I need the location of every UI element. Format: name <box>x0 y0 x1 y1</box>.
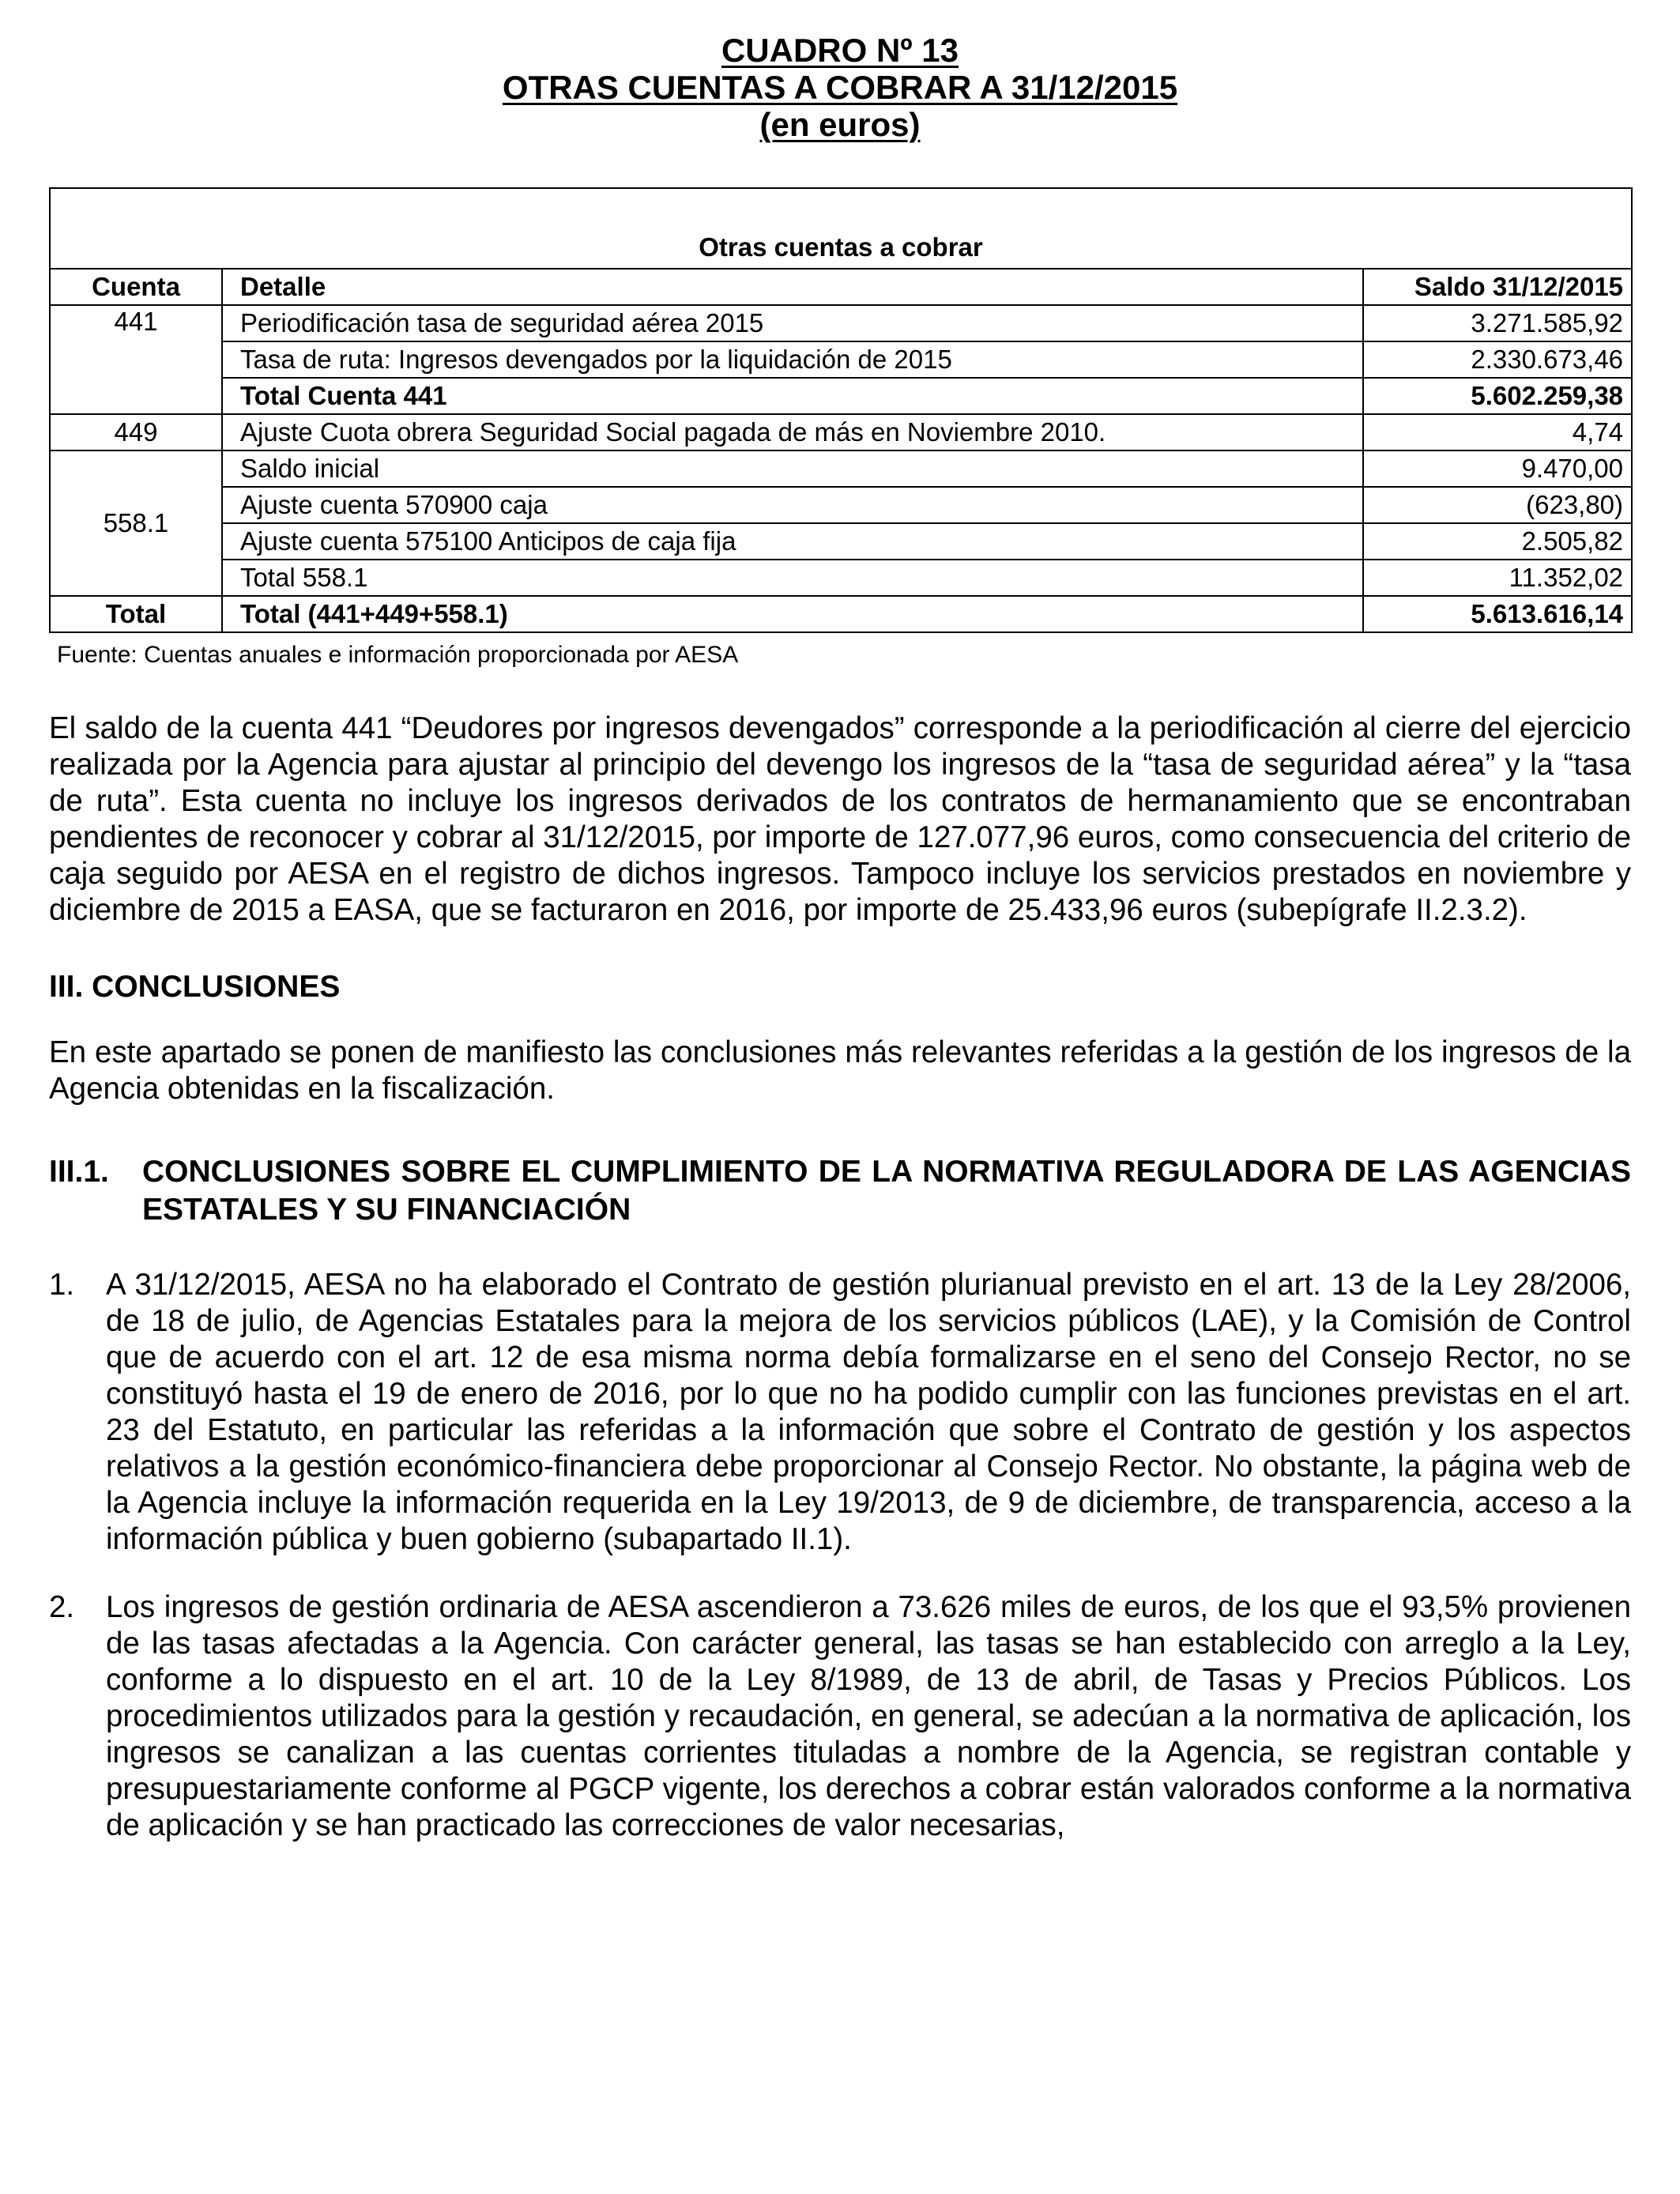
cell-detalle: Tasa de ruta: Ingresos devengados por la liquidación de 2015 <box>222 341 1363 378</box>
cell-saldo: 5.613.616,14 <box>1363 596 1632 632</box>
table-row <box>50 487 1632 523</box>
table-units: (en euros) <box>759 106 921 143</box>
cell-detalle: Total (441+449+558.1) <box>222 596 1363 632</box>
table-row <box>50 523 1632 560</box>
cell-saldo: (623,80) <box>1363 487 1632 523</box>
table-caption: Otras cuentas a cobrar <box>50 188 1632 269</box>
accounts-table <box>49 187 1633 633</box>
table-number: CUADRO Nº 13 <box>721 32 959 69</box>
body-paragraph: El saldo de la cuenta 441 “Deudores por ingresos devengados” corresponde a la periodificación al cierre del ejercicio realizada por la Agencia para ajustar al principio del devengo los ingresos de la “tasa de seguridad aérea” y la “tasa de ruta”. Esta cuenta no incluye los ingresos derivados de los contratos de hermanamiento que se encontraban pendientes de reconocer y cobrar al 31/12/2015, por importe de 127.077,96 euros, como consecuencia del criterio de caja seguido por AESA en el registro de dichos ingresos. Tampoco incluye los servicios prestados en noviembre y diciembre de 2015 a EASA, que se facturaron en 2016, por importe de 25.433,96 euros (subepígrafe II.2.3.2). <box>49 711 1631 927</box>
cell-cuenta-441: 441 <box>50 305 222 414</box>
list-item-text: Los ingresos de gestión ordinaria de AESA ascendieron a 73.626 miles de euros, de los que el 93,5% provienen de las tasas afectadas a la Agencia. Con carácter general, las tasas se han establecido con arreglo a la Ley, conforme a lo dispuesto en el art. 10 de la Ley 8/1989, de 13 de abril, de Tasas y Precios Públicos. Los procedimientos utilizados para la gestión y recaudación, en general, se adecúan a la normativa de aplicación, los ingresos se canalizan a las cuentas corrientes tituladas a nombre de la Agencia, se registran contable y presupuestariamente conforme al PGCP vigente, los derechos a cobrar están valorados conforme a la normativa de aplicación y se han practicado las correcciones de valor necesarias, <box>106 1590 1631 1842</box>
list-item-number: 1. <box>49 1268 75 1302</box>
cell-saldo: 3.271.585,92 <box>1363 305 1632 341</box>
table-row <box>50 450 1632 487</box>
table-row <box>50 305 1632 341</box>
header-saldo: Saldo 31/12/2015 <box>1363 269 1632 305</box>
body-paragraph: En este apartado se ponen de manifiesto las conclusiones más relevantes referidas a la gestión de los ingresos de la Agencia obtenidas en la fiscalización. <box>49 1035 1631 1106</box>
cell-detalle: Total 558.1 <box>222 560 1363 596</box>
subsection-number: III.1. <box>49 1155 109 1189</box>
list-item-number: 2. <box>49 1590 75 1624</box>
list-item-text: A 31/12/2015, AESA no ha elaborado el Contrato de gestión plurianual previsto en el art. 13 de la Ley 28/2006, de 18 de julio, de Agencias Estatales para la mejora de los servicios públicos (LAE), y la Comisión de Control que de acuerdo con el art. 12 de esa misma norma debía formalizarse en el seno del Consejo Rector, no se constituyó hasta el 19 de enero de 2016, por lo que no ha podido cumplir con las funciones previstas en el art. 23 del Estatuto, en particular las referidas a la información que sobre el Contrato de gestión y los aspectos relativos a la gestión económico-financiera debe proporcionar al Consejo Rector. No obstante, la página web de la Agencia incluye la información requerida en la Ley 19/2013, de 9 de diciembre, de transparencia, acceso a la información pública y buen gobierno (subapartado II.1). <box>106 1268 1631 1556</box>
cell-saldo: 2.330.673,46 <box>1363 341 1632 378</box>
table-row <box>50 414 1632 450</box>
section-heading: III. CONCLUSIONES <box>49 970 341 1004</box>
table-caption-row <box>50 188 1632 269</box>
cell-cuenta-558-1: 558.1 <box>50 450 222 596</box>
table-title: OTRAS CUENTAS A COBRAR A 31/12/2015 <box>502 69 1178 106</box>
header-cuenta: Cuenta <box>50 269 222 305</box>
table-row <box>50 341 1632 378</box>
table-row <box>50 560 1632 596</box>
cell-detalle: Saldo inicial <box>222 450 1363 487</box>
cell-saldo: 9.470,00 <box>1363 450 1632 487</box>
cell-saldo: 2.505,82 <box>1363 523 1632 560</box>
table-row <box>50 378 1632 414</box>
header-detalle: Detalle <box>222 269 1363 305</box>
table-source-note: Fuente: Cuentas anuales e información proporcionada por AESA <box>57 642 739 668</box>
cell-cuenta-449: 449 <box>50 414 222 450</box>
cell-cuenta-total: Total <box>50 596 222 632</box>
cell-detalle: Ajuste cuenta 575100 Anticipos de caja fija <box>222 523 1363 560</box>
document-page <box>49 32 1631 1844</box>
cell-saldo: 11.352,02 <box>1363 560 1632 596</box>
subsection-heading <box>49 1153 1631 1229</box>
table-title-block <box>49 32 1631 143</box>
cell-saldo: 4,74 <box>1363 414 1632 450</box>
cell-saldo: 5.602.259,38 <box>1363 378 1632 414</box>
cell-detalle: Total Cuenta 441 <box>222 378 1363 414</box>
cell-detalle: Ajuste Cuota obrera Seguridad Social pagada de más en Noviembre 2010. <box>222 414 1363 450</box>
list-item <box>49 1267 1631 1558</box>
cell-detalle: Periodificación tasa de seguridad aérea 2015 <box>222 305 1363 341</box>
subsection-title: CONCLUSIONES SOBRE EL CUMPLIMIENTO DE LA NORMATIVA REGULADORA DE LAS AGENCIAS ESTATALES Y SU FINANCIACIÓN <box>142 1155 1631 1227</box>
table-header-row <box>50 269 1632 305</box>
list-item <box>49 1589 1631 1844</box>
table-total-row <box>50 596 1632 632</box>
cell-detalle: Ajuste cuenta 570900 caja <box>222 487 1363 523</box>
